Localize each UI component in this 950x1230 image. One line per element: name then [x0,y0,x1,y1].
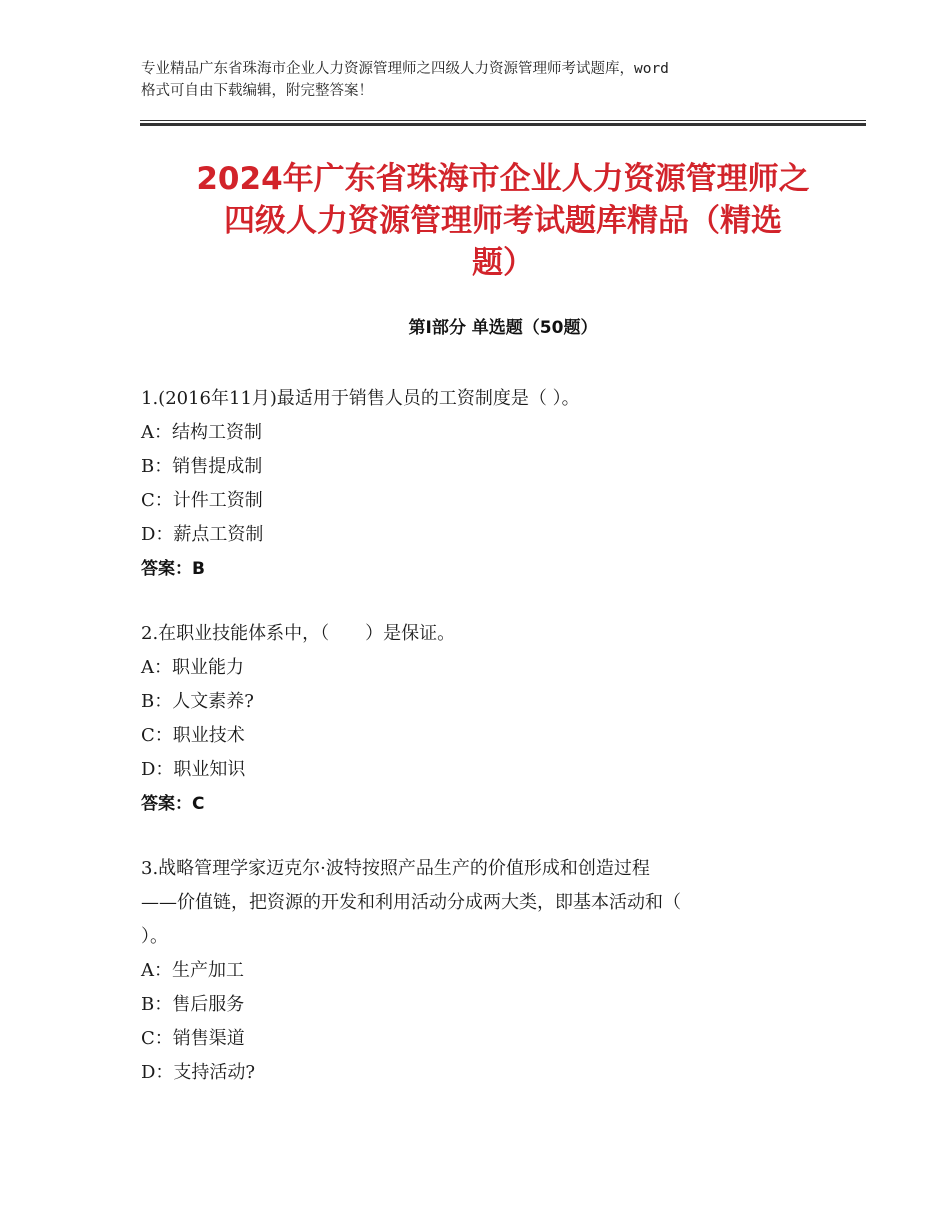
question-list [141,382,831,1121]
document-title-line: 题） [472,245,534,281]
answer-key: 答案：B [141,559,205,579]
document-title-line: 2024年广东省珠海市企业人力资源管理师之 [196,161,810,197]
question-stem: 2.在职业技能体系中，（ ）是保证。 [141,623,456,644]
answer-option: D：职业知识 [141,759,246,780]
question-stem: ）。 [141,926,168,947]
answer-key: 答案：C [141,794,205,814]
answer-option: A：职业能力 [141,657,244,678]
answer-option: B：销售提成制 [141,456,263,477]
question-item [141,617,831,821]
section-title: 第Ⅰ部分 单选题（50题） [408,318,598,338]
answer-option: B：售后服务 [141,994,245,1015]
question-stem: 1.(2016年11月)最适用于销售人员的工资制度是（ ）。 [141,388,580,409]
answer-option: C：销售渠道 [141,1028,245,1049]
answer-option: C：职业技术 [141,725,245,746]
question-stem: 3.战略管理学家迈克尔·波特按照产品生产的价值形成和创造过程 [141,858,650,879]
question-item [141,852,831,1090]
header-note-line: 专业精品广东省珠海市企业人力资源管理师之四级人力资源管理师考试题库，word [141,61,669,77]
document-title-line: 四级人力资源管理师考试题库精品（精选 [224,203,782,239]
answer-option: D：薪点工资制 [141,524,264,545]
header-rule-thin [140,120,866,121]
answer-option: A：生产加工 [141,960,244,981]
answer-option: C：计件工资制 [141,490,263,511]
header-note [141,58,831,102]
answer-option: D：支持活动? [141,1062,256,1083]
question-stem: ——价值链，把资源的开发和利用活动分成两大类，即基本活动和（ [141,892,681,913]
question-item [141,382,831,586]
document-title [140,158,866,284]
answer-option: A：结构工资制 [141,422,262,443]
header-note-line: 格式可自由下载编辑，附完整答案！ [141,83,373,99]
answer-option: B：人文素养? [141,691,254,712]
header-rule-thick [140,123,866,126]
